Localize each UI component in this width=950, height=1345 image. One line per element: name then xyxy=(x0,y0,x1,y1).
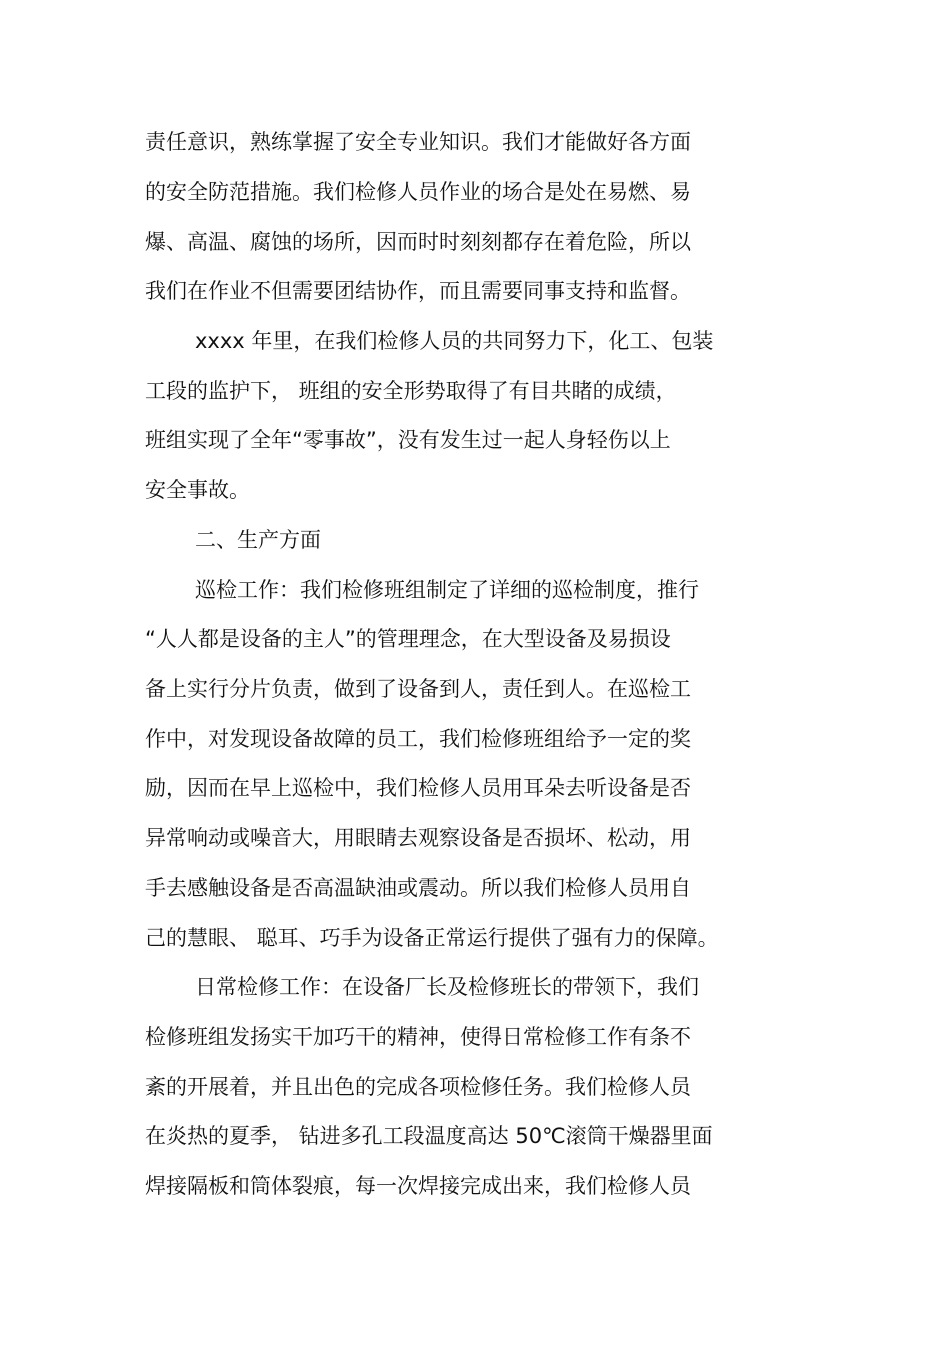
text-line: 责任意识，熟练掌握了安全专业知识。我们才能做好各方面 xyxy=(145,130,691,154)
text-line: 作中，对发现设备故障的员工，我们检修班组给予一定的奖 xyxy=(145,727,691,751)
text-line: 备上实行分片负责，做到了设备到人，责任到人。在巡检工 xyxy=(145,677,691,701)
text-line: 在炎热的夏季， 钻进多孔工段温度高达 50℃滚筒干燥器里面 xyxy=(145,1124,713,1148)
text-line: 励，因而在早上巡检中，我们检修人员用耳朵去听设备是否 xyxy=(145,776,691,800)
text-line: 我们在作业不但需要团结协作，而且需要同事支持和监督。 xyxy=(145,279,691,303)
text-line: “人人都是设备的主人”的管理理念，在大型设备及易损设 xyxy=(145,627,671,651)
text-line: 己的慧眼、 聪耳、巧手为设备正常运行提供了强有力的保障。 xyxy=(145,926,719,950)
text-line: 工段的监护下， 班组的安全形势取得了有目共睹的成绩， xyxy=(145,379,677,403)
text-line: 巡检工作：我们检修班组制定了详细的巡检制度，推行 xyxy=(195,578,699,602)
text-line: 班组实现了全年“零事故”，没有发生过一起人身轻伤以上 xyxy=(145,428,671,452)
text-line: 的安全防范措施。我们检修人员作业的场合是处在易燃、易 xyxy=(145,180,691,204)
text-line: 安全事故。 xyxy=(145,478,250,502)
text-line: 检修班组发扬实干加巧干的精神，使得日常检修工作有条不 xyxy=(145,1025,691,1049)
section-heading: 二、生产方面 xyxy=(195,528,321,552)
text-line: 爆、高温、腐蚀的场所，因而时时刻刻都存在着危险，所以 xyxy=(145,230,691,254)
text-line: 手去感触设备是否高温缺油或震动。所以我们检修人员用自 xyxy=(145,876,691,900)
text-line: xxxx 年里，在我们检修人员的共同努力下，化工、包装 xyxy=(195,329,714,353)
text-line: 焊接隔板和筒体裂痕，每一次焊接完成出来，我们检修人员 xyxy=(145,1174,691,1198)
text-line: 异常响动或噪音大，用眼睛去观察设备是否损坏、松动，用 xyxy=(145,826,691,850)
text-line: 日常检修工作：在设备厂长及检修班长的带领下，我们 xyxy=(195,975,699,999)
text-line: 紊的开展着，并且出色的完成各项检修任务。我们检修人员 xyxy=(145,1075,691,1099)
